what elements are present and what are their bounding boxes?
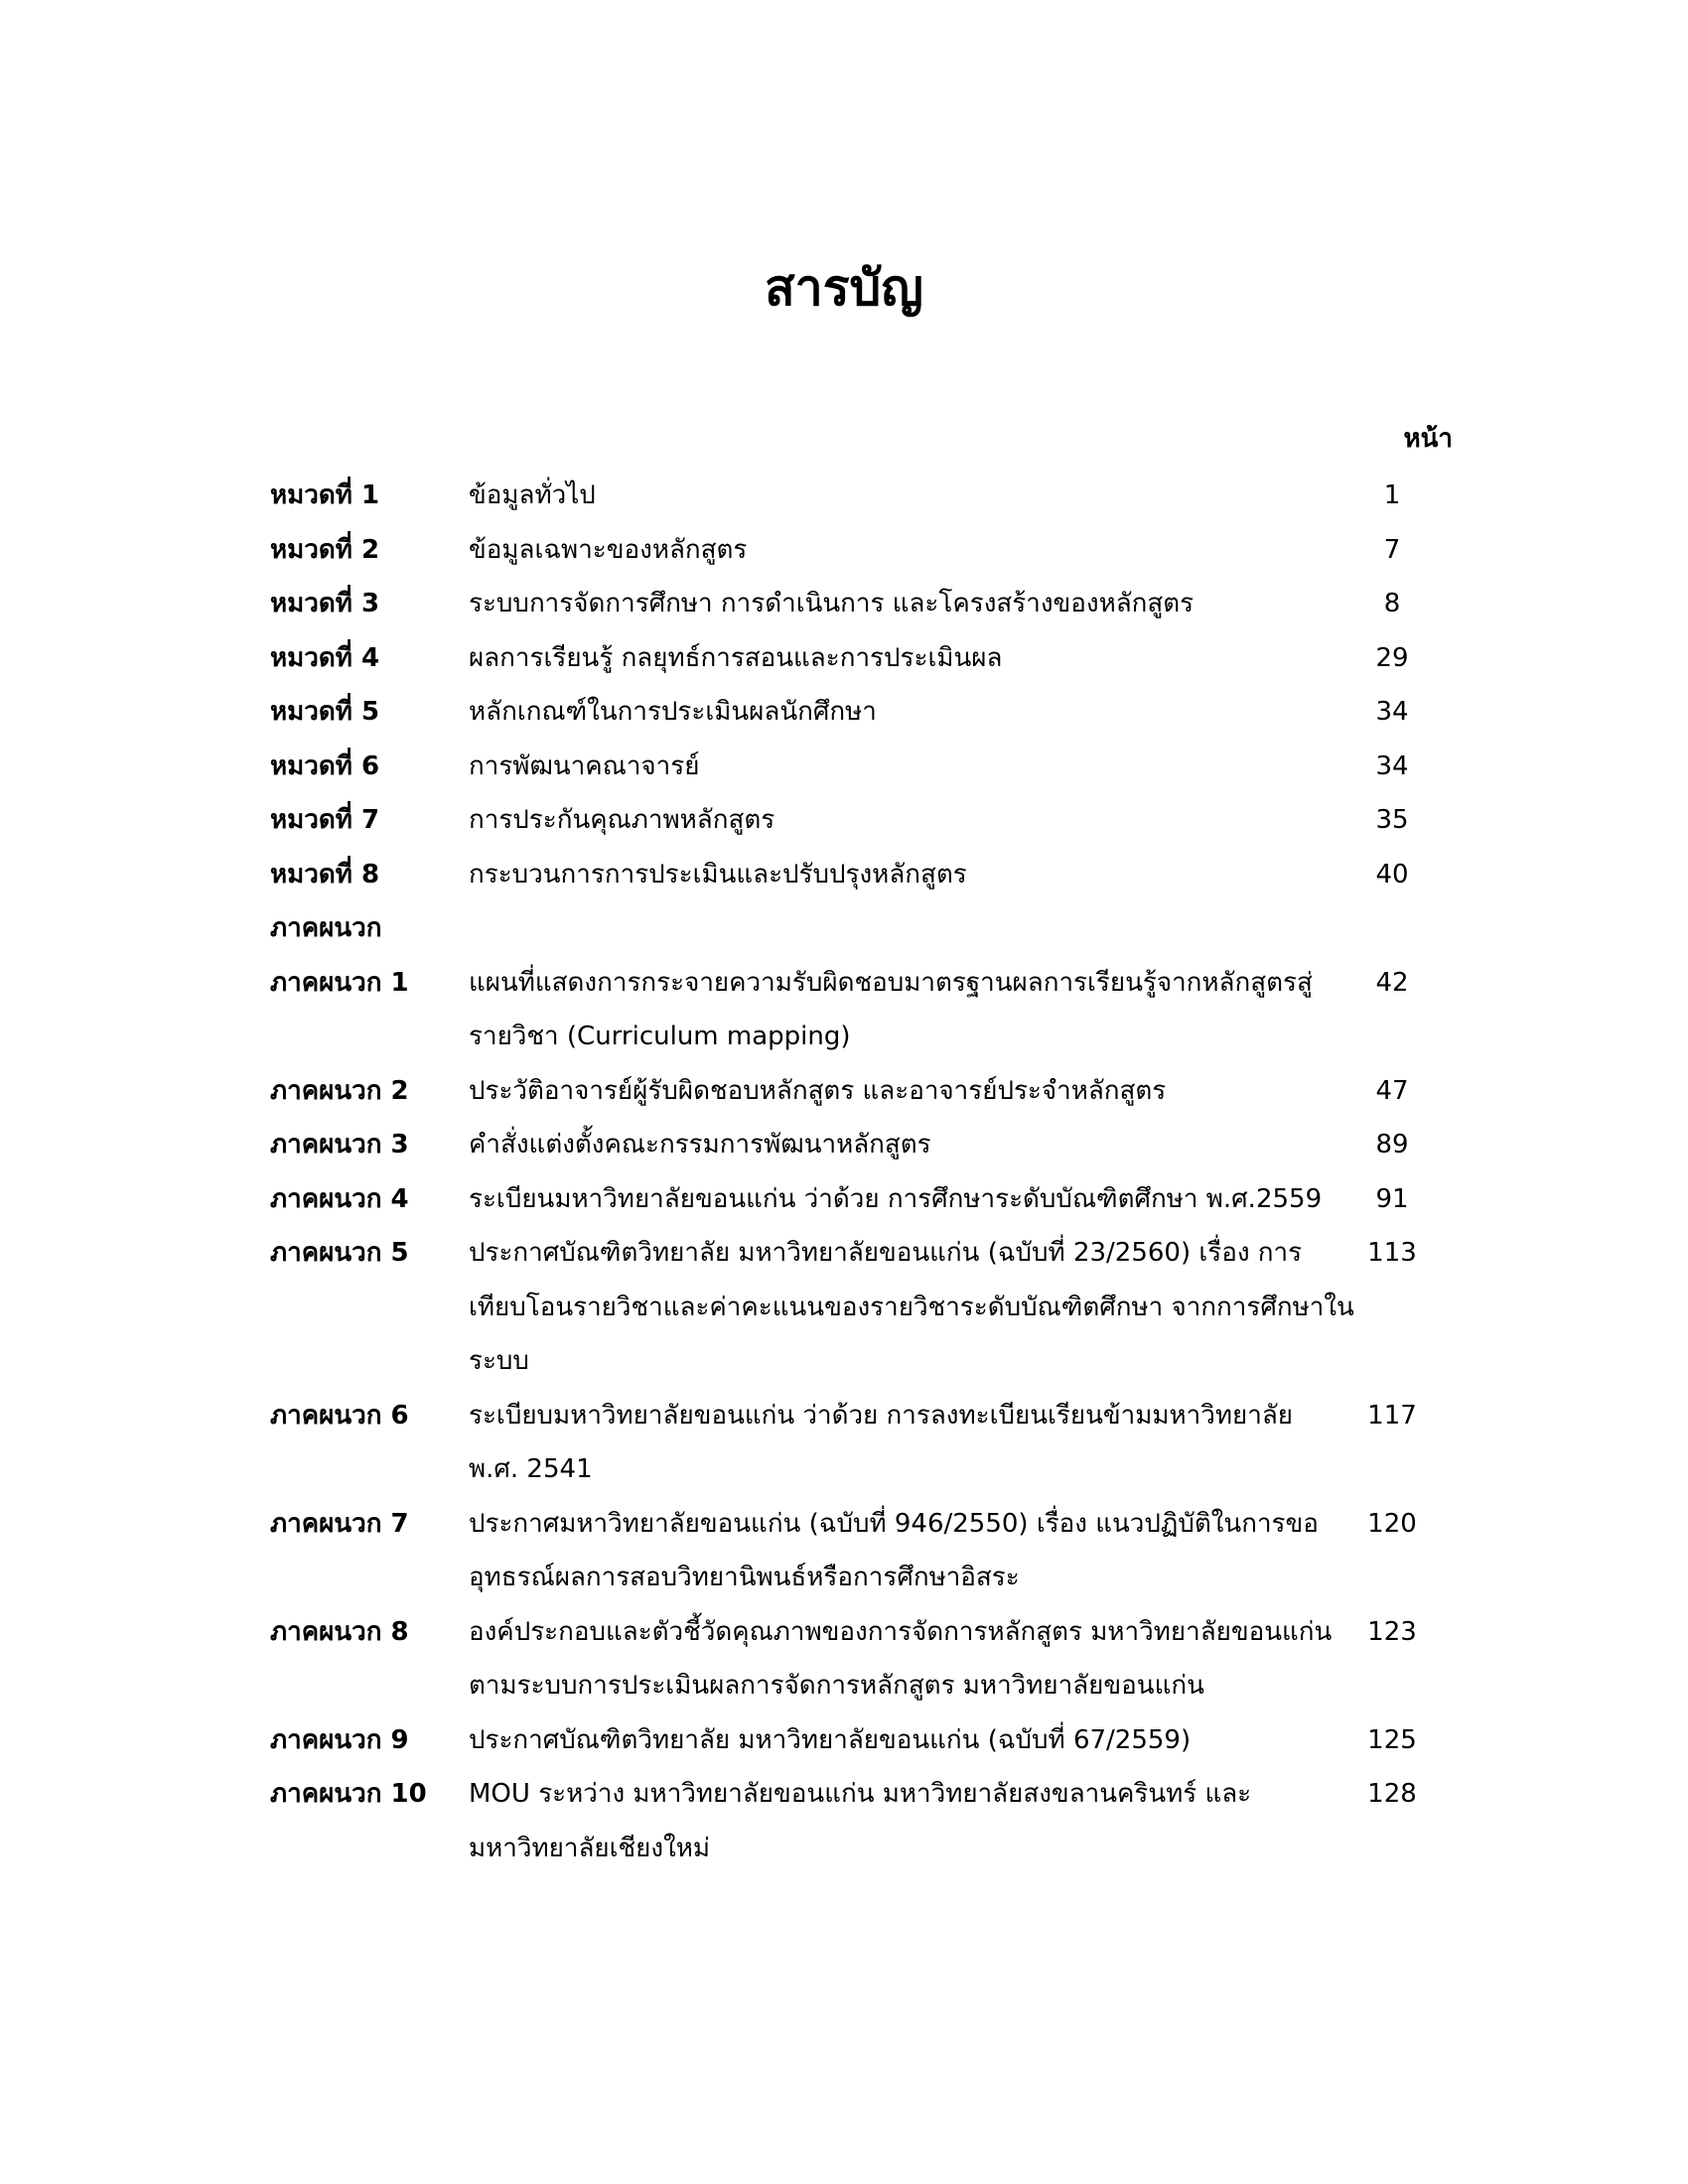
table-of-contents [270,469,1462,1875]
toc-entry-description [469,631,1342,686]
toc-entry-label: หมวดที่ 2 [270,534,380,565]
toc-entry [270,1226,1462,1389]
toc-entry [270,577,1462,631]
toc-entry-label: หมวดที่ 3 [270,589,380,618]
toc-entry-description-line: เทียบโอนรายวิชาและค่าคะแนนของรายวิชาระดับบัณฑิตศึกษา จากการศึกษาใน [469,1292,1354,1322]
toc-entry-description [469,1767,1342,1875]
toc-entry-description [469,956,1342,1064]
toc-entry-description-line: ประวัติอาจารย์ผู้รับผิดชอบหลักสูตร และอาจารย์ประจำหลักสูตร [469,1075,1167,1106]
toc-entry [270,685,1462,740]
toc-entry-page-number: 42 [1375,967,1409,998]
toc-entry-page-number: 128 [1367,1779,1417,1809]
toc-entry-description [469,1226,1354,1389]
page-column-header: หน้า [1403,424,1453,454]
toc-entry-description-line: ระบบการจัดการศึกษา การดำเนินการ และโครงสร้างของหลักสูตร [469,589,1195,618]
toc-entry-description [469,577,1342,631]
toc-entry-page-number: 40 [1375,859,1409,889]
toc-entry-description [469,1713,1342,1768]
toc-entry-description [469,1497,1342,1605]
toc-entry-description-line: ระเบียบมหาวิทยาลัยขอนแก่น ว่าด้วย การลงทะเบียนเรียนข้ามมหาวิทยาลัย [469,1400,1293,1431]
toc-entry-label: ภาคผนวก 10 [270,1779,427,1809]
toc-entry-label: ภาคผนวก 4 [270,1183,409,1214]
toc-entry-description [469,685,1342,740]
toc-entry-description-line: มหาวิทยาลัยเชียงใหม่ [469,1833,711,1863]
toc-entry-label: ภาคผนวก [270,913,382,943]
toc-entry [270,631,1462,686]
toc-entry-description-line: อุทธรณ์ผลการสอบวิทยานิพนธ์หรือการศึกษาอิสระ [469,1563,1020,1592]
toc-entry-page-number: 34 [1375,751,1409,781]
toc-entry-page-number: 123 [1367,1616,1417,1647]
toc-entry-label: หมวดที่ 5 [270,697,380,727]
toc-entry-description-line: รายวิชา (Curriculum mapping) [469,1022,851,1051]
toc-entry-label: ภาคผนวก 1 [270,967,409,998]
toc-entry-label: ภาคผนวก 6 [270,1400,409,1431]
toc-entry-description [469,848,1342,902]
toc-entry-description-line: ประกาศบัณฑิตวิทยาลัย มหาวิทยาลัยขอนแก่น (ฉบับที่ 23/2560) เรื่อง การ [469,1238,1303,1268]
toc-entry-description-line: MOU ระหว่าง มหาวิทยาลัยขอนแก่น มหาวิทยาลัยสงขลานครินทร์ และ [469,1779,1252,1809]
toc-entry-description-line: ประกาศมหาวิทยาลัยขอนแก่น (ฉบับที่ 946/2550) เรื่อง แนวปฏิบัติในการขอ [469,1508,1319,1539]
toc-entry-description [469,1605,1342,1713]
toc-entry-page-number: 35 [1375,805,1409,835]
toc-entry-description-line: ระเบียนมหาวิทยาลัยขอนแก่น ว่าด้วย การศึกษาระดับบัณฑิตศึกษา พ.ศ.2559 [469,1183,1323,1214]
toc-entry-label: หมวดที่ 1 [270,480,380,510]
toc-entry-page-number: 34 [1375,697,1409,727]
toc-entry-label: หมวดที่ 6 [270,751,380,781]
toc-entry [270,469,1462,523]
toc-entry-description [469,1118,1342,1172]
toc-entry-label: ภาคผนวก 3 [270,1130,409,1160]
toc-entry-description-line: ข้อมูลทั่วไป [469,480,596,510]
toc-entry-page-number: 117 [1367,1400,1417,1431]
toc-entry [270,1118,1462,1172]
toc-entry-description-line: ตามระบบการประเมินผลการจัดการหลักสูตร มหาวิทยาลัยขอนแก่น [469,1671,1204,1701]
toc-entry-page-number: 1 [1383,480,1401,510]
toc-entry [270,1713,1462,1768]
toc-entry [270,1389,1462,1497]
toc-entry-label: ภาคผนวก 7 [270,1508,409,1539]
toc-entry [270,1064,1462,1119]
toc-entry-page-number: 47 [1375,1075,1409,1106]
toc-entry [270,956,1462,1064]
toc-entry-description-line: ผลการเรียนรู้ กลยุทธ์การสอนและการประเมินผล [469,642,1003,673]
toc-entry-description [469,1064,1342,1119]
toc-entry-description-line: ประกาศบัณฑิตวิทยาลัย มหาวิทยาลัยขอนแก่น (ฉบับที่ 67/2559) [469,1724,1192,1755]
toc-entry-description [469,1172,1342,1227]
toc-entry-label: ภาคผนวก 2 [270,1075,409,1106]
toc-entry-description-line: คำสั่งแต่งตั้งคณะกรรมการพัฒนาหลักสูตร [469,1130,931,1160]
toc-entry [270,1497,1462,1605]
toc-entry-page-number: 89 [1375,1130,1409,1160]
toc-entry [270,1767,1462,1875]
toc-entry-description-line: พ.ศ. 2541 [469,1454,593,1484]
toc-entry [270,848,1462,902]
toc-entry-description-line: กระบวนการการประเมินและปรับปรุงหลักสูตร [469,859,967,889]
toc-entry-label: หมวดที่ 8 [270,859,380,889]
toc-entry [270,901,1462,956]
toc-entry-page-number: 91 [1375,1183,1409,1214]
toc-entry-description [469,740,1342,794]
toc-entry-description [469,469,1342,523]
toc-entry-page-number: 8 [1383,589,1401,618]
page-title: สารบัญ [765,259,923,317]
toc-entry-page-number: 120 [1367,1508,1417,1539]
toc-entry-description-line: ระบบ [469,1346,529,1376]
toc-entry-description [469,523,1342,578]
toc-entry-description-line: แผนที่แสดงการกระจายความรับผิดชอบมาตรฐานผลการเรียนรู้จากหลักสูตรสู่ [469,967,1313,998]
toc-entry-label: หมวดที่ 7 [270,805,380,835]
toc-entry-label: ภาคผนวก 9 [270,1724,409,1755]
toc-entry-description [469,793,1342,848]
toc-entry-page-number: 7 [1383,534,1401,565]
toc-entry-page-number: 125 [1367,1724,1417,1755]
toc-entry-description-line: การประกันคุณภาพหลักสูตร [469,805,775,835]
toc-entry [270,523,1462,578]
toc-entry [270,740,1462,794]
toc-entry-description-line: ข้อมูลเฉพาะของหลักสูตร [469,534,748,565]
toc-entry-page-number: 29 [1375,642,1409,673]
toc-entry-label: ภาคผนวก 5 [270,1238,409,1268]
toc-entry [270,793,1462,848]
toc-entry-label: หมวดที่ 4 [270,642,380,673]
toc-entry-description-line: หลักเกณฑ์ในการประเมินผลนักศึกษา [469,697,877,727]
toc-entry-description [469,1389,1342,1497]
toc-entry [270,1172,1462,1227]
toc-entry-description-line: องค์ประกอบและตัวชี้วัดคุณภาพของการจัดการหลักสูตร มหาวิทยาลัยขอนแก่น [469,1616,1333,1647]
toc-entry-description-line: การพัฒนาคณาจารย์ [469,751,700,781]
toc-entry-page-number: 113 [1367,1238,1417,1268]
toc-entry [270,1605,1462,1713]
toc-entry-label: ภาคผนวก 8 [270,1616,409,1647]
